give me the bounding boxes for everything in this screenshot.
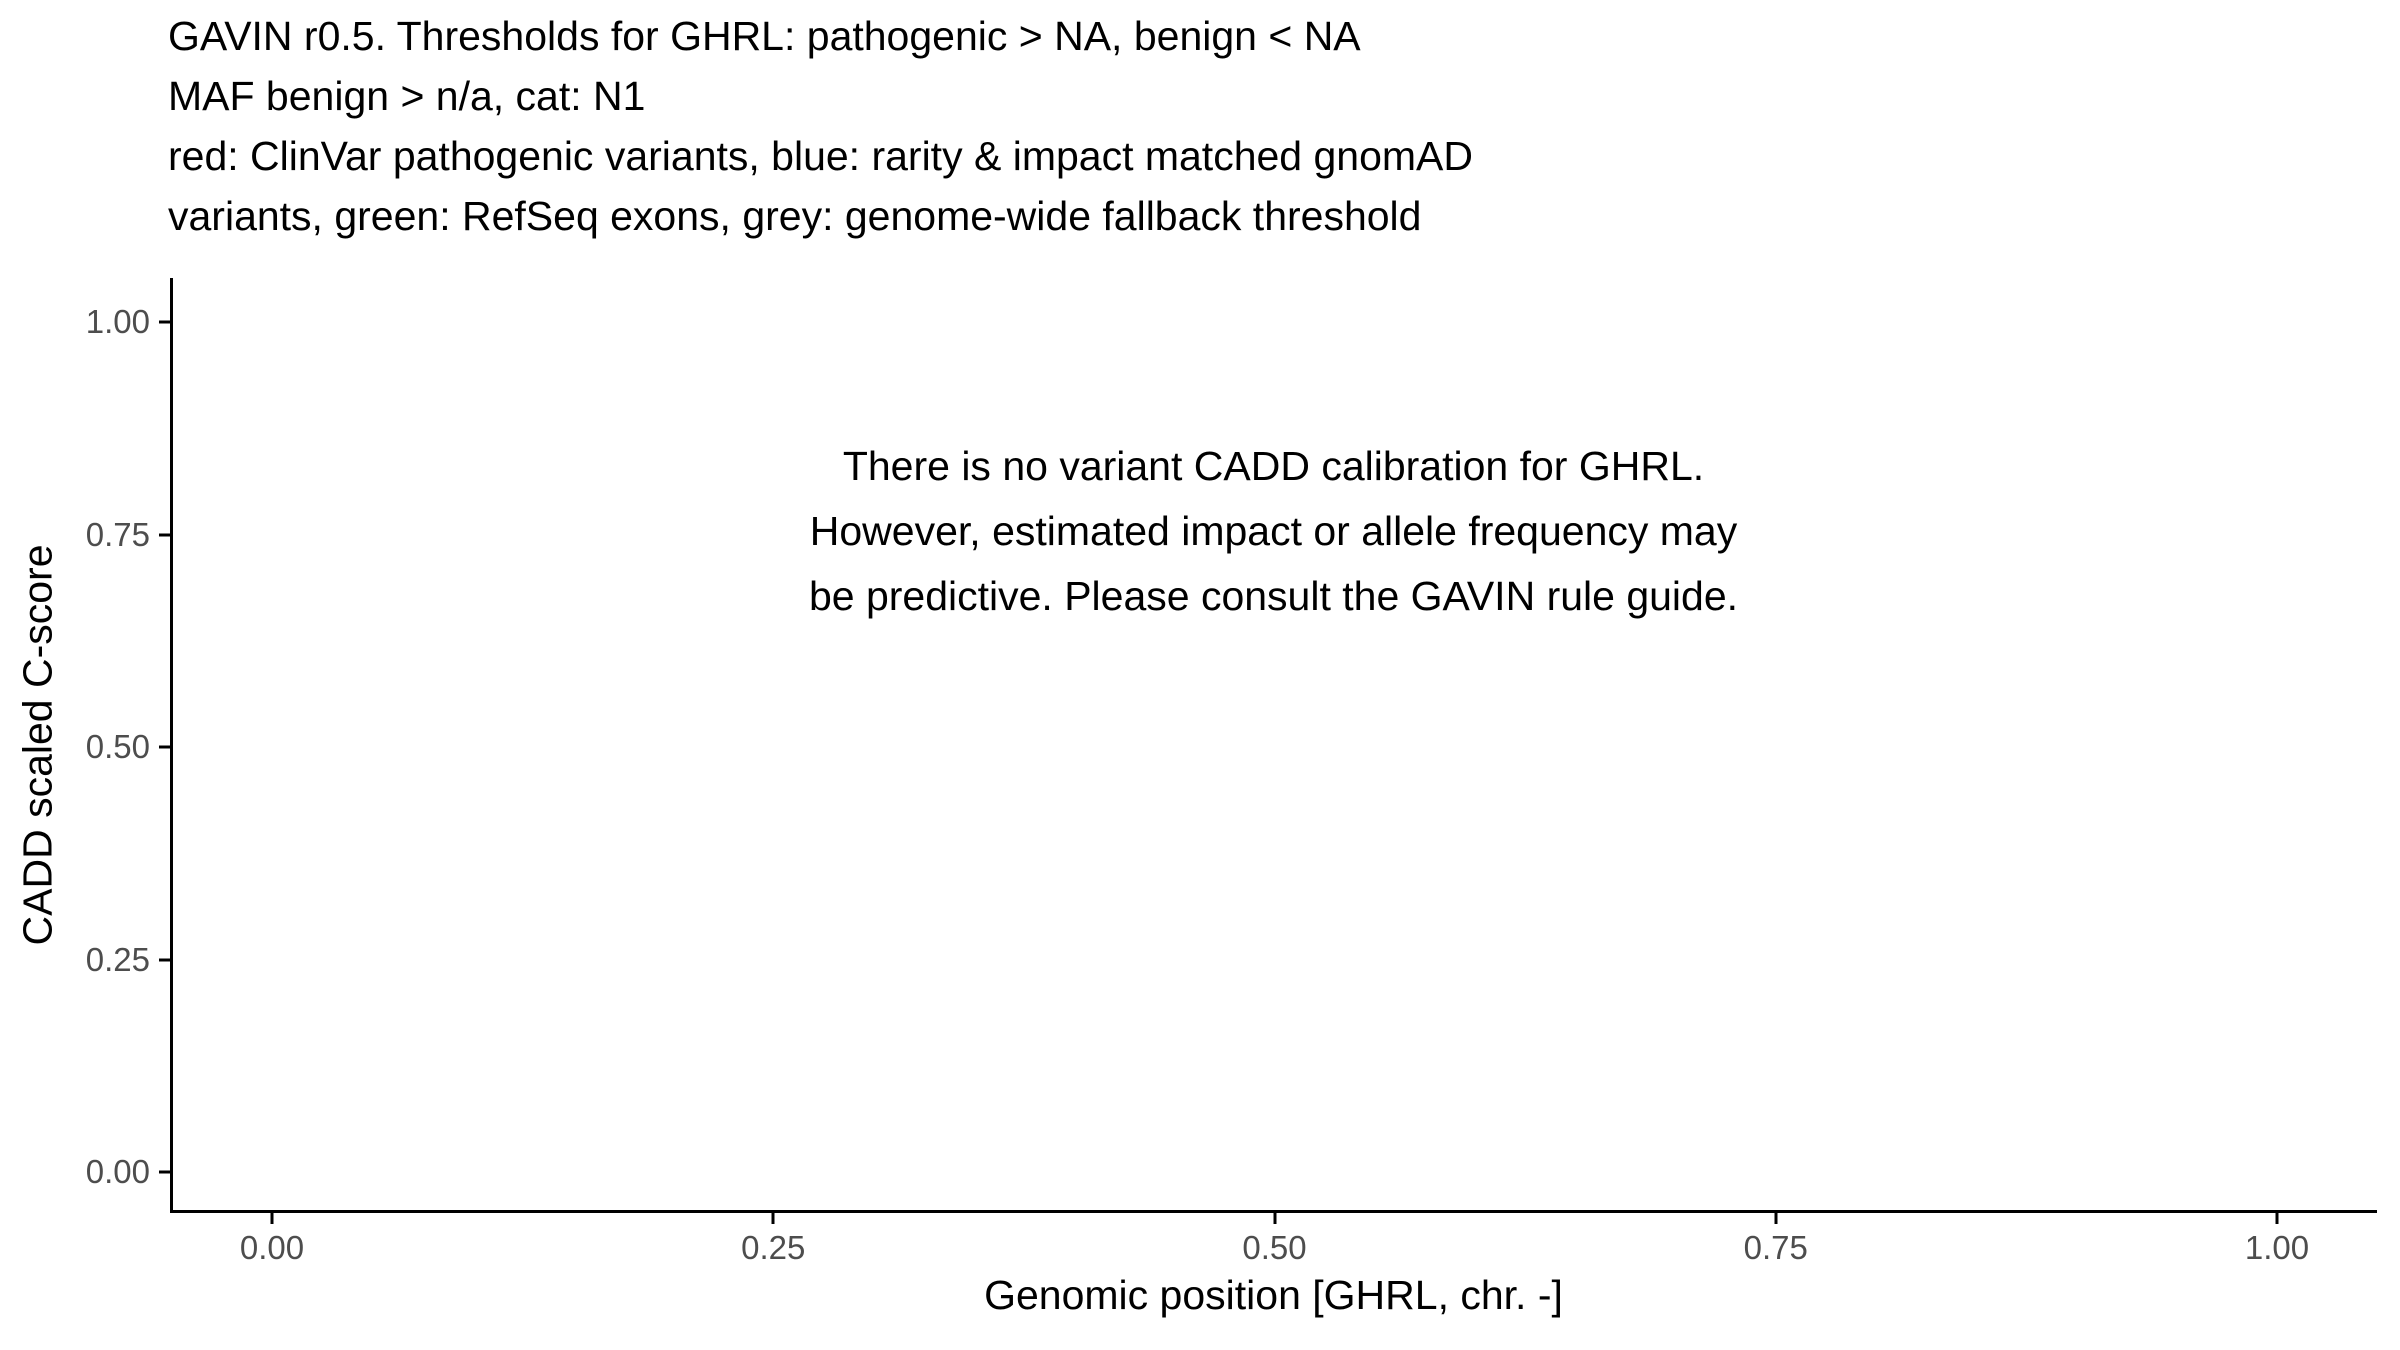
x-tick-label: 0.75 xyxy=(1743,1229,1808,1266)
x-tick-label: 1.00 xyxy=(2244,1229,2310,1266)
x-tick-label: 0.50 xyxy=(1242,1229,1307,1266)
y-tick-mark xyxy=(159,958,170,961)
x-tick-mark xyxy=(1273,1213,1276,1224)
y-tick-mark xyxy=(159,533,170,536)
chart-title-line-4: variants, green: RefSeq exons, grey: genome-wide fallback threshold xyxy=(168,193,1422,239)
y-tick-mark xyxy=(159,746,170,749)
chart-title xyxy=(168,6,1473,246)
y-tick-mark xyxy=(159,1171,170,1174)
y-tick-label: 1.00 xyxy=(85,303,150,340)
plot-panel xyxy=(170,278,2377,1213)
chart-title-line-3: red: ClinVar pathogenic variants, blue: rarity & impact matched gnomAD xyxy=(168,133,1474,179)
x-tick-mark xyxy=(772,1213,775,1224)
y-tick-label: 0.25 xyxy=(85,940,150,978)
y-tick-label: 0.50 xyxy=(85,728,150,765)
x-axis-title: Genomic position [GHRL, chr. -] xyxy=(984,1272,1563,1318)
chart-title-line-2: MAF benign > n/a, cat: N1 xyxy=(168,73,646,119)
annotation-line-3: be predictive. Please consult the GAVIN rule guide. xyxy=(808,573,1739,619)
chart-title-line-1: GAVIN r0.5. Thresholds for GHRL: pathogenic > NA, benign < NA xyxy=(168,13,1361,59)
annotation-line-2: However, estimated impact or allele frequency may xyxy=(809,508,1738,554)
y-axis-title: CADD scaled C-score xyxy=(14,544,61,946)
x-tick-mark xyxy=(1774,1213,1777,1224)
x-tick-mark xyxy=(2276,1213,2279,1224)
y-tick-mark xyxy=(159,321,170,324)
y-tick-label: 0.00 xyxy=(85,1153,150,1190)
no-calibration-annotation xyxy=(170,434,2377,629)
y-tick-label: 0.75 xyxy=(85,515,150,553)
x-tick-label: 0.25 xyxy=(741,1229,806,1266)
annotation-line-1: There is no variant CADD calibration for GHRL. xyxy=(842,443,1705,489)
x-tick-label: 0.00 xyxy=(239,1229,305,1266)
x-tick-mark xyxy=(271,1213,274,1224)
